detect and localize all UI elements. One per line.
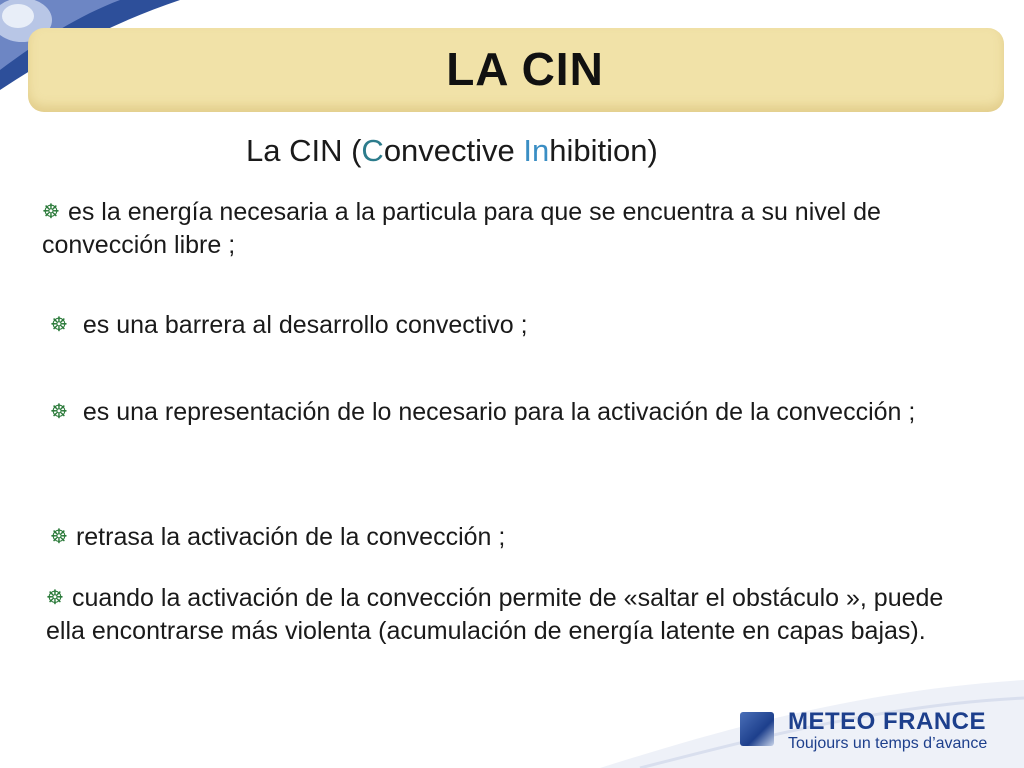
bullet-text: es la energía necesaria a la particula para que se encuentra a su nivel de convección libre ; (42, 198, 881, 259)
meteo-france-logo (740, 708, 1010, 754)
bullet-text: es una representación de lo necesario para la activación de la convección ; (75, 398, 916, 426)
logo-name: METEO FRANCE (788, 708, 986, 735)
wheel-icon: ☸ (50, 526, 68, 548)
logo-tagline: Toujours un temps d’avance (788, 735, 988, 752)
bullet-item (46, 582, 946, 648)
bullet-item (50, 309, 950, 342)
subtitle-highlight-in: In (523, 133, 550, 168)
wheel-icon: ☸ (50, 401, 68, 423)
bullet-text: es una barrera al desarrollo convectivo ; (75, 311, 528, 339)
slide-subtitle (246, 133, 658, 169)
bullet-item (50, 396, 950, 429)
logo-mark-icon (740, 712, 774, 746)
slide-title: LA CIN (446, 43, 604, 95)
wheel-icon: ☸ (46, 587, 64, 609)
bullet-item (42, 196, 982, 262)
subtitle-mid: onvective (383, 133, 524, 168)
wheel-icon: ☸ (50, 314, 68, 336)
bullet-item (50, 521, 950, 554)
subtitle-highlight-c: C (361, 133, 384, 168)
bullet-text: retrasa la activación de la convección ; (75, 523, 506, 551)
subtitle-suffix: hibition) (549, 133, 658, 168)
bullet-text: cuando la activación de la convección permite de «saltar el obstáculo », puede ella encontrarse más violenta (acumulación de energía latente en capas bajas). (46, 584, 944, 645)
subtitle-prefix: La CIN ( (246, 133, 362, 168)
wheel-icon: ☸ (42, 201, 60, 223)
